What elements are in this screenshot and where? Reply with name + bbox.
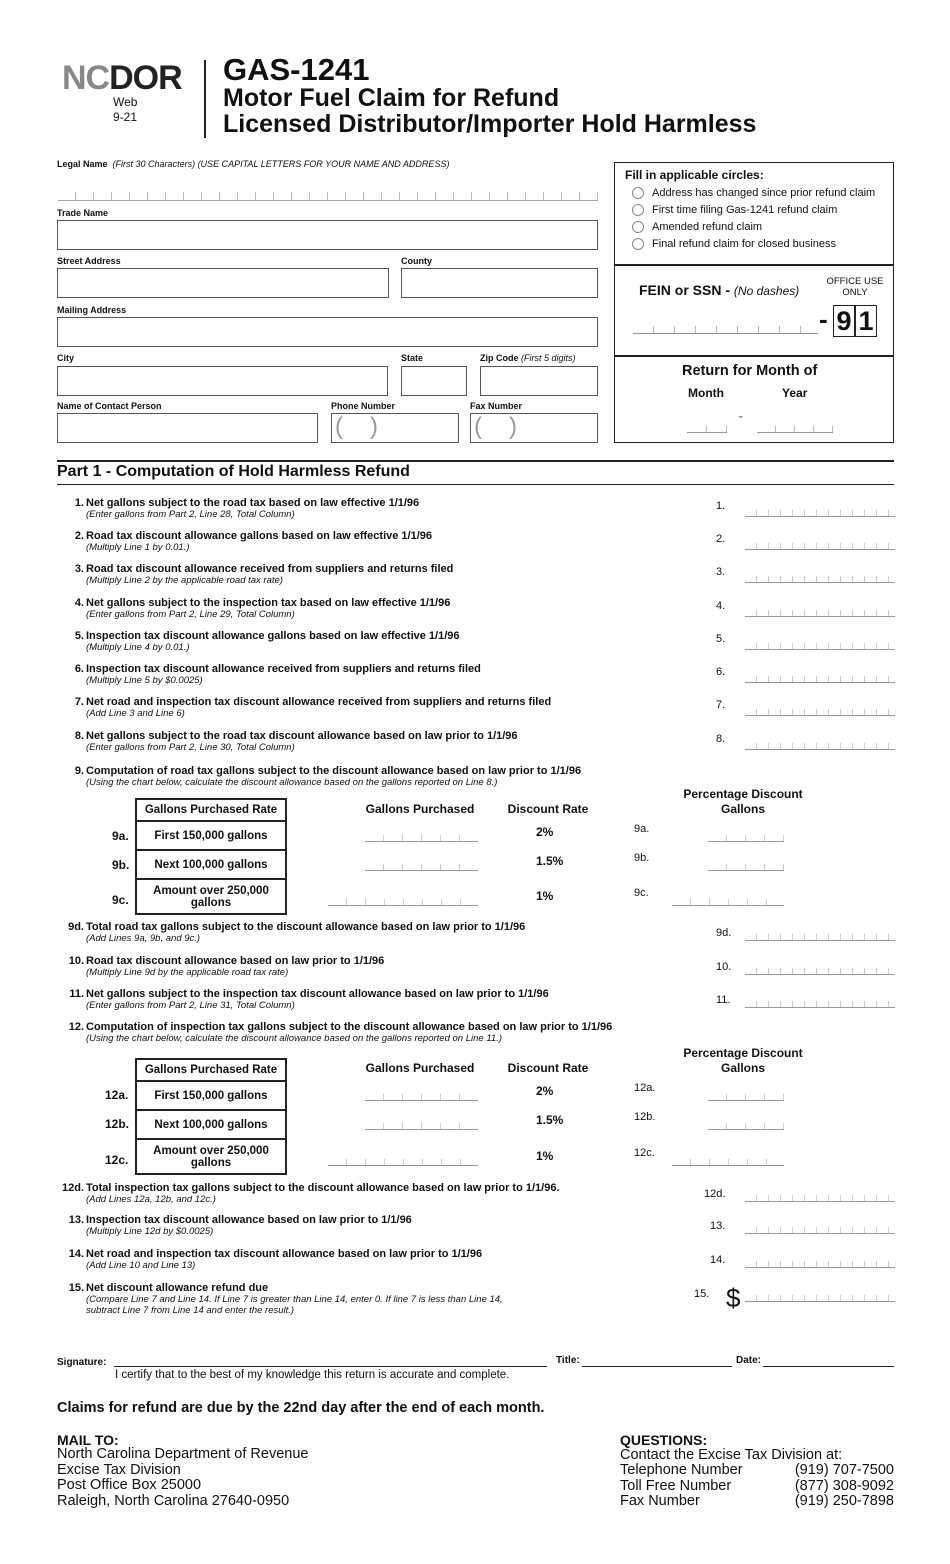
panel-divider-1 xyxy=(614,264,894,266)
line-instruction: (Multiply Line 12d by $0.0025) xyxy=(86,1226,214,1237)
line-ref-number: 7. xyxy=(716,699,726,711)
chart-ref-number: 9a. xyxy=(634,823,650,835)
chart12c-rate: Amount over 250,000 gallons xyxy=(136,1139,286,1174)
mail-line: Post Office Box 25000 xyxy=(57,1477,202,1493)
chart-discount-rate: 1% xyxy=(536,889,554,903)
chart-row-label: 12b. xyxy=(105,1117,130,1131)
percentage-gallons-input[interactable] xyxy=(708,1123,784,1130)
mail-to-label: MAIL TO: xyxy=(57,1432,119,1448)
line-number: 7. xyxy=(74,696,84,708)
form-title-line2: Licensed Distributor/Importer Hold Harmless xyxy=(223,110,757,138)
chart-discount-rate: 2% xyxy=(536,825,554,839)
contact-person-label: Name of Contact Person xyxy=(57,401,162,411)
header-divider xyxy=(204,60,206,138)
signature-label: Signature: xyxy=(57,1357,107,1368)
line-ref-number: 2. xyxy=(716,533,726,545)
line-number: 3. xyxy=(74,563,84,575)
chart9-discount-head: Discount Rate xyxy=(507,802,589,816)
part1-line xyxy=(56,921,525,944)
office-digit-2: 1 xyxy=(855,305,877,337)
line-ref-number: 11. xyxy=(716,994,731,1006)
logo-dor: DOR xyxy=(109,59,182,97)
mailing-address-label: Mailing Address xyxy=(57,305,127,315)
part1-line xyxy=(56,1021,612,1044)
chart-row-label: 9b. xyxy=(112,858,130,872)
amount-input[interactable] xyxy=(745,743,895,750)
part1-line xyxy=(60,696,551,719)
dollar-sign: $ xyxy=(726,1283,741,1313)
amount-input[interactable] xyxy=(745,709,895,716)
chart9-purchased-head: Gallons Purchased xyxy=(365,802,475,816)
gallons-purchased-input[interactable] xyxy=(365,864,478,871)
line-text: Net discount allowance refund due xyxy=(86,1282,269,1294)
part1-line xyxy=(56,1248,482,1271)
chart-ref-number: 12c. xyxy=(634,1147,655,1159)
amount-input[interactable] xyxy=(745,610,895,617)
logo-nc: NC xyxy=(62,59,110,97)
gallons-purchased-input[interactable] xyxy=(365,1123,478,1130)
line-number: 12. xyxy=(68,1021,84,1033)
chart9-rate-table xyxy=(135,798,287,915)
signature-input[interactable] xyxy=(114,1366,547,1367)
gallons-purchased-input[interactable] xyxy=(328,1159,478,1166)
amount-input[interactable] xyxy=(745,1227,895,1234)
line-ref-number: 15. xyxy=(694,1288,710,1300)
state-label: State xyxy=(401,353,424,363)
amount-input[interactable] xyxy=(745,1001,895,1008)
phone-paren-close: ) xyxy=(370,413,378,440)
line-number: 8. xyxy=(74,730,84,742)
mailing-address-input[interactable] xyxy=(57,317,598,347)
line-text: Net road and inspection tax discount allowance based on law prior to 1/1/96 xyxy=(86,1248,483,1260)
chart9a-rate: First 150,000 gallons xyxy=(136,821,286,850)
line-instruction: (Multiply Line 2 by the applicable road tax rate) xyxy=(86,575,283,586)
chart12-rate-table xyxy=(135,1058,287,1175)
line-instruction: (Using the chart below, calculate the discount allowance based on the gallons reported on Line 8.) xyxy=(86,777,498,788)
line-number: 13. xyxy=(68,1214,84,1226)
trade-name-label: Trade Name xyxy=(57,208,109,218)
phone-value: (919) 707-7500 xyxy=(794,1462,894,1478)
part1-line xyxy=(60,497,419,520)
part1-line xyxy=(56,955,384,978)
line-text: Net gallons subject to the road tax discount allowance based on law prior to 1/1/96 xyxy=(86,730,518,742)
amount-input[interactable] xyxy=(745,676,895,683)
radio-circle[interactable] xyxy=(632,238,644,250)
line-text: Net gallons subject to the inspection tax based on law effective 1/1/96 xyxy=(86,597,451,609)
line-number: 4. xyxy=(74,597,84,609)
line-instruction: subtract Line 7 from Line 14 and enter the result.) xyxy=(86,1305,295,1316)
return-month-title: Return for Month of xyxy=(682,363,818,379)
line-instruction: (Multiply Line 5 by $0.0025) xyxy=(86,675,203,686)
line-ref-number: 8. xyxy=(716,733,726,745)
line-ref-number: 5. xyxy=(716,633,726,645)
line-instruction: (Using the chart below, calculate the discount allowance based on the gallons reported on Line 11.) xyxy=(86,1033,502,1044)
line-number: 10. xyxy=(68,955,84,967)
mail-line: Excise Tax Division xyxy=(57,1461,181,1478)
line-text: Road tax discount allowance gallons based on law effective 1/1/96 xyxy=(86,530,432,542)
percentage-gallons-input[interactable] xyxy=(708,835,784,842)
line-ref-number: 9d. xyxy=(716,927,732,939)
county-label: County xyxy=(401,256,432,266)
line-text: Total road tax gallons subject to the discount allowance based on law prior to 1/1/96 xyxy=(86,921,526,933)
part1-line xyxy=(60,563,453,586)
contact-person-input[interactable] xyxy=(57,413,318,443)
part1-line xyxy=(56,1282,503,1316)
line-instruction: (Add Lines 9a, 9b, and 9c.) xyxy=(86,933,201,944)
line-number: 9. xyxy=(74,765,84,777)
line-instruction: (Multiply Line 4 by 0.01.) xyxy=(86,642,190,653)
chart12b-rate: Next 100,000 gallons xyxy=(136,1110,286,1139)
part1-line xyxy=(60,597,450,620)
legal-name-input[interactable] xyxy=(58,192,598,201)
line-instruction: (Add Line 3 and Line 6) xyxy=(86,708,185,719)
line-number: 6. xyxy=(74,663,84,675)
part1-line xyxy=(56,1214,412,1237)
part1-line xyxy=(60,663,481,686)
fein-label: FEIN or SSN - (No dashes) xyxy=(639,282,800,298)
phone-number-label: Phone Number xyxy=(331,401,396,411)
title-input[interactable] xyxy=(582,1366,732,1367)
line-text: Total inspection tax gallons subject to the discount allowance based on law prior to 1/1/96. xyxy=(86,1182,560,1194)
zip-code-input[interactable] xyxy=(480,366,598,396)
month-input[interactable] xyxy=(687,426,727,433)
part1-line xyxy=(60,730,518,753)
line-text: Road tax discount allowance based on law prior to 1/1/96 xyxy=(86,955,385,967)
phone-label: Toll Free Number xyxy=(620,1477,732,1494)
line-text: Inspection tax discount allowance gallons based on law effective 1/1/96 xyxy=(86,630,460,642)
month-label: Month xyxy=(688,386,724,400)
web-label: Web xyxy=(113,95,138,109)
radio-circle[interactable] xyxy=(632,187,644,199)
fein-dash: - xyxy=(819,304,828,334)
fax-number-input[interactable] xyxy=(470,413,598,443)
line-ref-number: 1. xyxy=(716,500,726,512)
line-ref-number: 14. xyxy=(710,1254,726,1266)
line-instruction: (Compare Line 7 and Line 14. If Line 7 is greater than Line 14, enter 0. If line 7 is less than Line 14, xyxy=(86,1294,503,1305)
chart9b-rate: Next 100,000 gallons xyxy=(136,850,286,879)
part1-title: Part 1 - Computation of Hold Harmless Refund xyxy=(57,463,410,480)
date-input[interactable] xyxy=(763,1366,894,1367)
form-number: GAS-1241 xyxy=(223,52,370,87)
chart12-purchased-head: Gallons Purchased xyxy=(365,1061,475,1075)
date-label: Date: xyxy=(736,1355,762,1366)
line-text: Inspection tax discount allowance based on law prior to 1/1/96 xyxy=(86,1214,412,1226)
amount-input[interactable] xyxy=(745,643,895,650)
phone-label: Fax Number xyxy=(620,1493,700,1509)
fax-paren-close: ) xyxy=(509,413,517,440)
chart12a-rate: First 150,000 gallons xyxy=(136,1081,286,1110)
line-ref-number: 3. xyxy=(716,566,726,578)
amount-input[interactable] xyxy=(745,510,895,517)
phone-list xyxy=(620,1463,894,1510)
line-instruction: (Multiply Line 9d by the applicable road tax rate) xyxy=(86,967,289,978)
chart-row-label: 12c. xyxy=(105,1153,129,1167)
line-instruction: (Multiply Line 1 by 0.01.) xyxy=(86,542,190,553)
state-input[interactable] xyxy=(401,366,467,396)
mail-address xyxy=(57,1447,308,1509)
phone-label: Telephone Number xyxy=(620,1462,743,1478)
phone-number-input[interactable] xyxy=(331,413,459,443)
line-ref-number: 4. xyxy=(716,600,726,612)
chart-ref-number: 12b. xyxy=(634,1111,656,1123)
certify-text: I certify that to the best of my knowledge this return is accurate and complete. xyxy=(115,1369,510,1381)
gallons-purchased-input[interactable] xyxy=(365,1094,478,1101)
chart9-pct-head: Percentage Discount Gallons xyxy=(683,787,803,816)
chart-ref-number: 9c. xyxy=(634,887,649,899)
line-number: 12d. xyxy=(61,1182,84,1194)
percentage-gallons-input[interactable] xyxy=(708,864,784,871)
city-input[interactable] xyxy=(57,366,388,396)
circle-option-3[interactable]: Final refund claim for closed business xyxy=(632,238,836,250)
chart12-discount-head: Discount Rate xyxy=(507,1061,589,1075)
contact-text: Contact the Excise Tax Division at: xyxy=(620,1447,843,1463)
chart-row-label: 9c. xyxy=(112,893,129,907)
part1-line xyxy=(56,1182,560,1205)
line-instruction: (Enter gallons from Part 2, Line 29, Total Column) xyxy=(86,609,295,620)
circle-option-1[interactable]: First time filing Gas-1241 refund claim xyxy=(632,204,837,216)
chart-discount-rate: 1.5% xyxy=(536,1113,564,1127)
phone-paren-open: ( xyxy=(335,413,343,440)
chart-discount-rate: 1% xyxy=(536,1149,554,1163)
ncdor-logo xyxy=(62,60,182,96)
line-ref-number: 13. xyxy=(710,1220,726,1232)
fein-input[interactable] xyxy=(633,326,818,334)
part1-line xyxy=(60,765,581,788)
line-number: 2. xyxy=(74,530,84,542)
title-label: Title: xyxy=(556,1355,580,1366)
amount-input[interactable] xyxy=(745,1295,895,1302)
chart-discount-rate: 2% xyxy=(536,1084,554,1098)
line-number: 5. xyxy=(74,630,84,642)
phone-value: (877) 308-9092 xyxy=(794,1477,894,1494)
amount-input[interactable] xyxy=(745,1195,895,1202)
chart-row-label: 12a. xyxy=(105,1088,129,1102)
zip-code-label: Zip Code (First 5 digits) xyxy=(480,353,576,363)
version-label: 9-21 xyxy=(113,110,138,124)
part1-top-rule xyxy=(57,460,894,462)
chart9-rate-head: Gallons Purchased Rate xyxy=(136,799,286,821)
street-address-input[interactable] xyxy=(57,268,389,298)
percentage-gallons-input[interactable] xyxy=(708,1094,784,1101)
amount-input[interactable] xyxy=(745,543,895,550)
questions-label: QUESTIONS: xyxy=(620,1432,708,1448)
part1-line xyxy=(60,530,432,553)
amount-input[interactable] xyxy=(745,968,895,975)
circle-option-0[interactable]: Address has changed since prior refund claim xyxy=(632,187,875,199)
percentage-gallons-input[interactable] xyxy=(672,1159,784,1166)
panel-divider-2 xyxy=(614,355,894,357)
line-instruction: (Add Lines 12a, 12b, and 12c.) xyxy=(86,1194,216,1205)
chart9c-rate: Amount over 250,000 gallons xyxy=(136,879,286,914)
mail-line: North Carolina Department of Revenue xyxy=(57,1446,309,1462)
legal-name-label: Legal Name (First 30 Characters) (USE CAPITAL LETTERS FOR YOUR NAME AND ADDRESS) xyxy=(57,159,450,169)
line-ref-number: 6. xyxy=(716,666,726,678)
line-ref-number: 12d. xyxy=(704,1188,726,1200)
gallons-purchased-input[interactable] xyxy=(328,899,478,906)
line-instruction: (Enter gallons from Part 2, Line 31, Total Column) xyxy=(86,1000,295,1011)
month-year-dash: - xyxy=(738,408,744,425)
circle-option-2[interactable]: Amended refund claim xyxy=(632,221,762,233)
line-number: 11. xyxy=(69,988,84,1000)
line-text: Road tax discount allowance received from suppliers and returns filed xyxy=(86,563,454,575)
trade-name-input[interactable] xyxy=(57,220,598,250)
fax-paren-open: ( xyxy=(474,413,482,440)
form-title-line1: Motor Fuel Claim for Refund xyxy=(223,84,560,112)
circles-title: Fill in applicable circles: xyxy=(625,168,764,182)
office-digit-1: 9 xyxy=(833,305,855,337)
street-address-label: Street Address xyxy=(57,256,121,266)
part1-line xyxy=(60,630,460,653)
office-use-label: OFFICE USE ONLY xyxy=(826,276,884,298)
radio-circle[interactable] xyxy=(632,204,644,216)
chart-ref-number: 12a. xyxy=(634,1082,656,1094)
line-text: Net gallons subject to the inspection tax discount allowance based on law prior to 1/1/96 xyxy=(86,988,549,1000)
line-instruction: (Enter gallons from Part 2, Line 30, Total Column) xyxy=(86,742,295,753)
year-label: Year xyxy=(782,386,808,400)
year-input[interactable] xyxy=(757,426,833,433)
line-number: 9d. xyxy=(68,921,84,933)
chart12-pct-head: Percentage Discount Gallons xyxy=(683,1046,803,1075)
due-notice: Claims for refund are due by the 22nd day after the end of each month. xyxy=(57,1400,545,1416)
mail-line: Raleigh, North Carolina 27640-0950 xyxy=(57,1492,290,1509)
percentage-gallons-input[interactable] xyxy=(672,899,784,906)
line-text: Computation of inspection tax gallons subject to the discount allowance based on law prior to 1/1/96 xyxy=(86,1021,613,1033)
radio-circle[interactable] xyxy=(632,221,644,233)
line-instruction: (Add Line 10 and Line 13) xyxy=(86,1260,196,1271)
line-ref-number: 10. xyxy=(716,961,732,973)
chart-discount-rate: 1.5% xyxy=(536,854,564,868)
fax-number-label: Fax Number xyxy=(470,401,523,411)
amount-input[interactable] xyxy=(745,1261,895,1268)
amount-input[interactable] xyxy=(745,576,895,583)
chart-ref-number: 9b. xyxy=(634,852,650,864)
line-text: Computation of road tax gallons subject to the discount allowance based on law prior to 1/1/96 xyxy=(86,765,582,777)
phone-value: (919) 250-7898 xyxy=(794,1493,894,1509)
line-text: Net gallons subject to the road tax based on law effective 1/1/96 xyxy=(86,497,420,509)
line-text: Net road and inspection tax discount allowance received from suppliers and returns filed xyxy=(86,696,552,708)
county-input[interactable] xyxy=(401,268,598,298)
part1-bottom-rule xyxy=(57,484,894,485)
line-number: 14. xyxy=(68,1248,84,1260)
city-label: City xyxy=(57,353,75,363)
line-number: 1. xyxy=(74,497,84,509)
chart-row-label: 9a. xyxy=(112,829,129,843)
chart12-rate-head: Gallons Purchased Rate xyxy=(136,1059,286,1081)
line-instruction: (Enter gallons from Part 2, Line 28, Total Column) xyxy=(86,509,295,520)
gallons-purchased-input[interactable] xyxy=(365,835,478,842)
amount-input[interactable] xyxy=(745,934,895,941)
line-number: 15. xyxy=(68,1282,84,1294)
part1-line xyxy=(56,988,549,1011)
line-text: Inspection tax discount allowance received from suppliers and returns filed xyxy=(86,663,481,675)
